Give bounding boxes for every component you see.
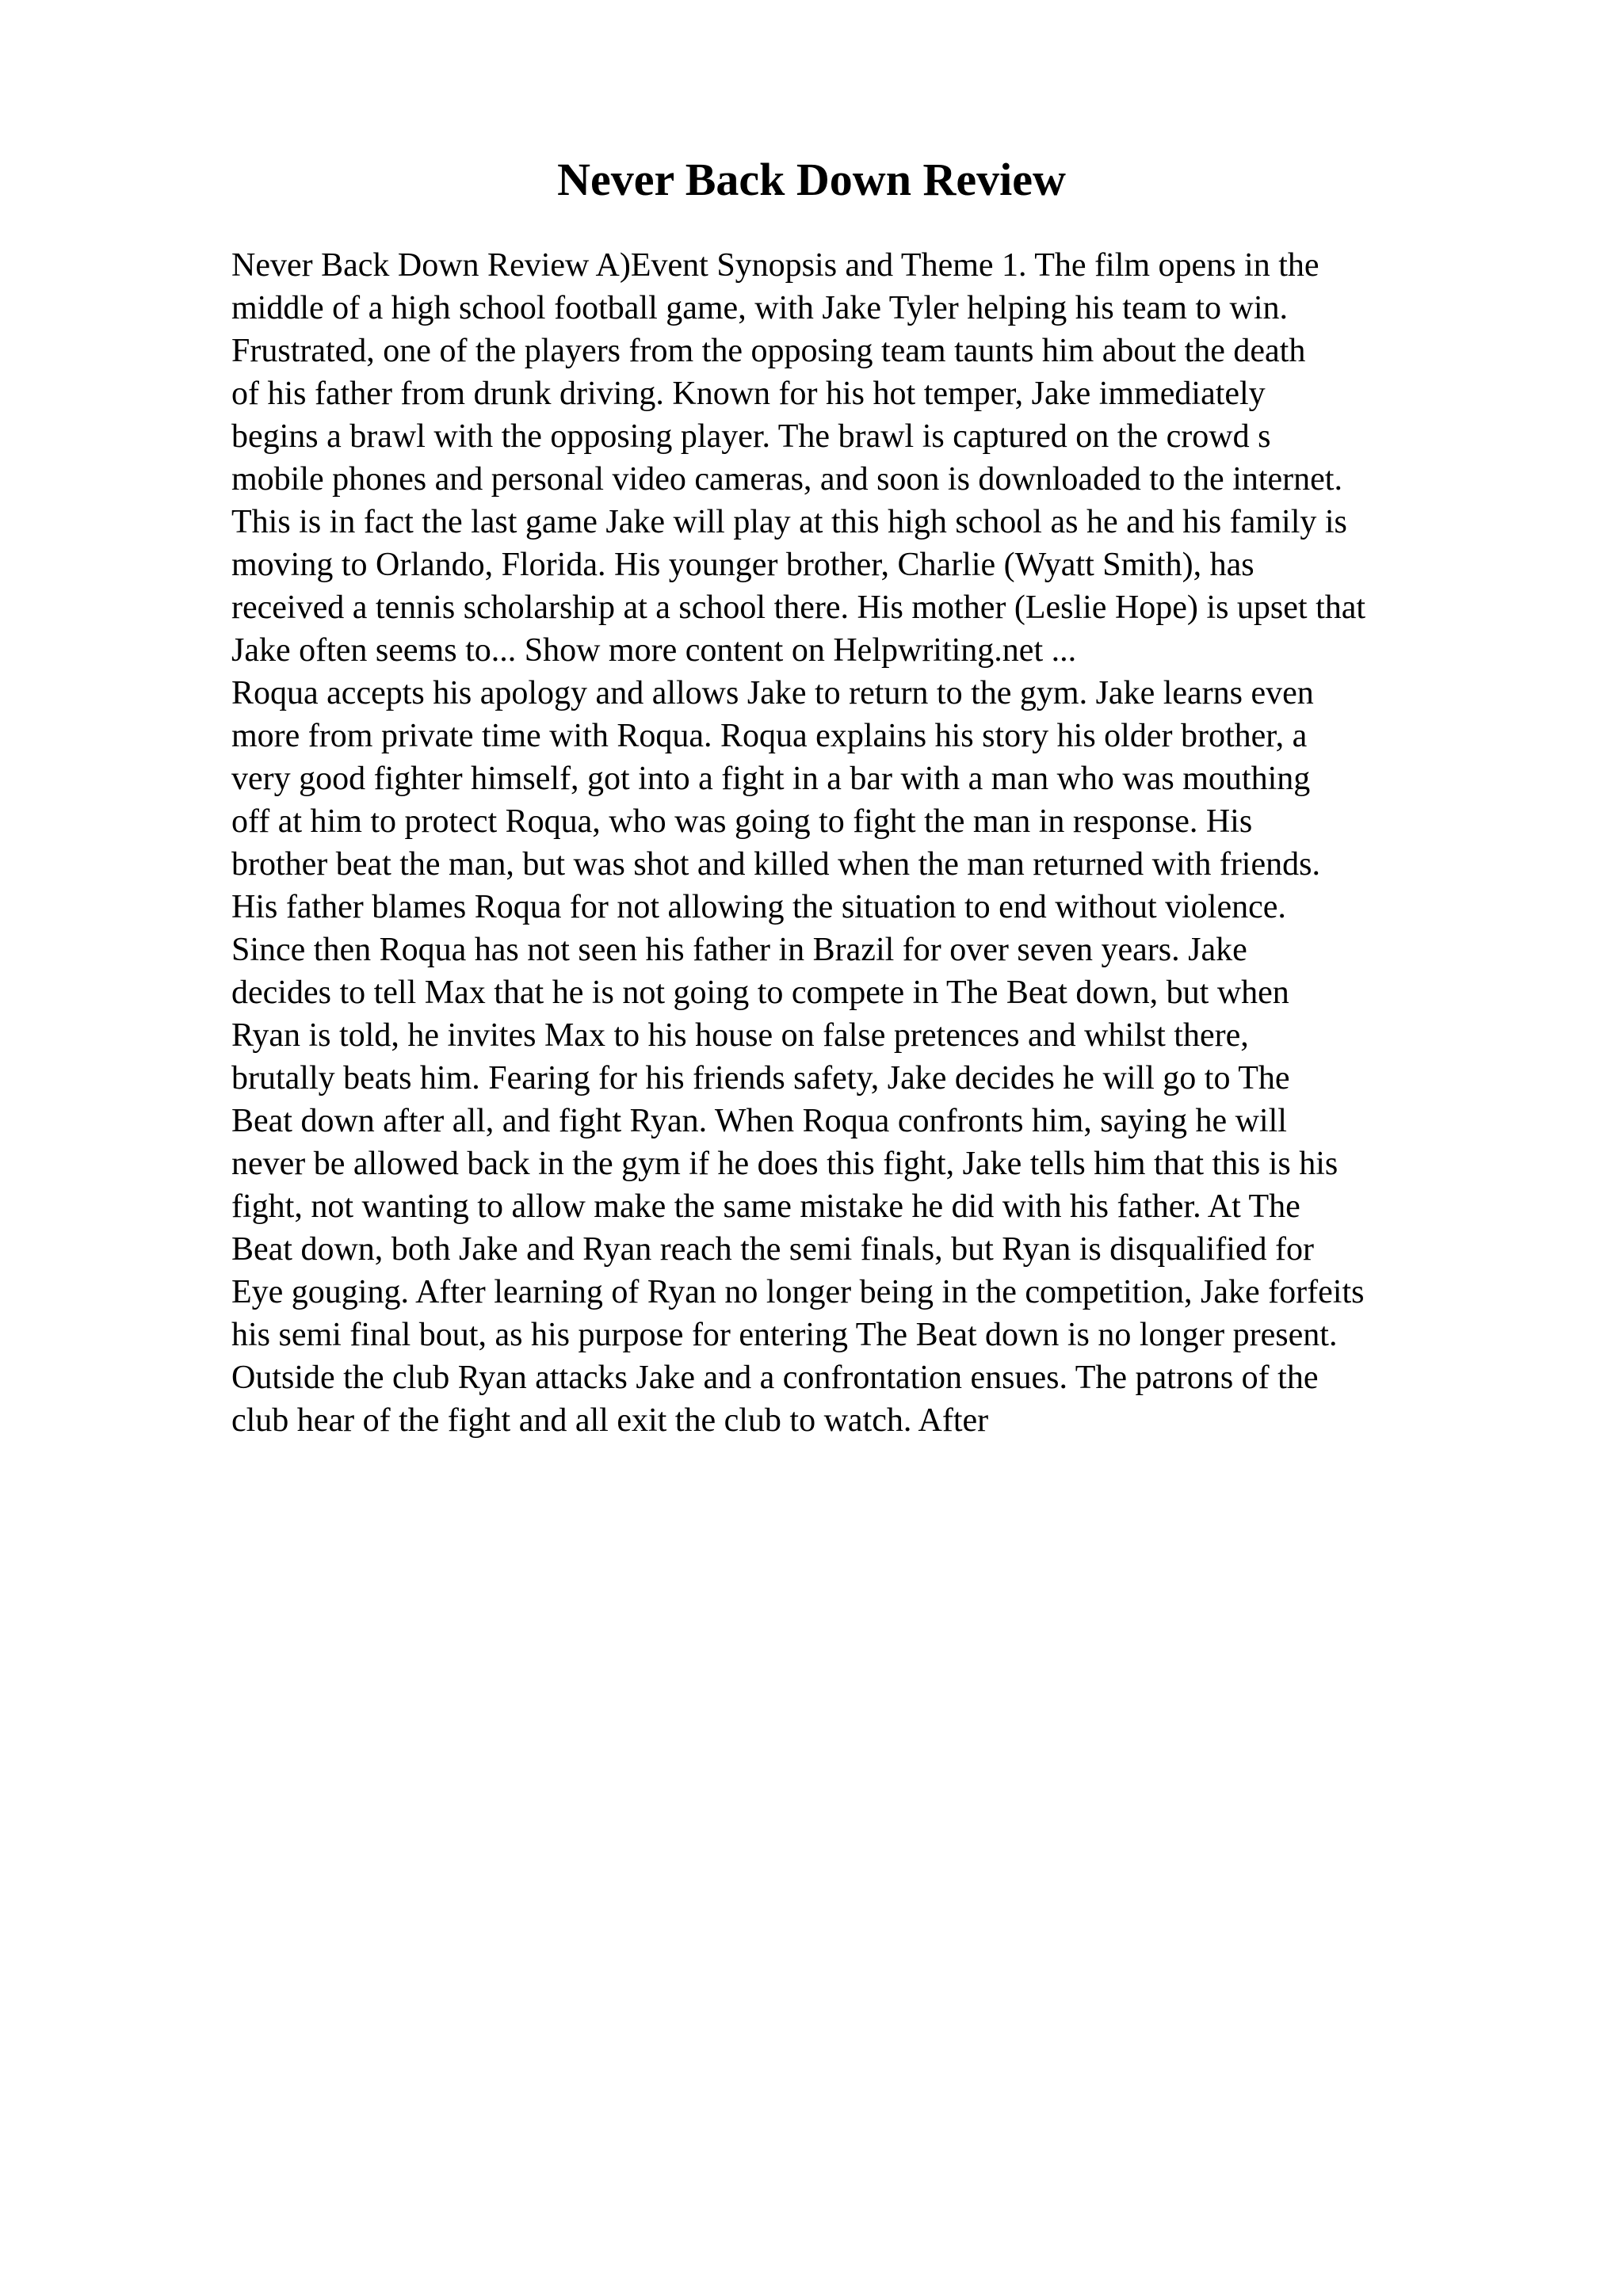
body-line: more from private time with Roqua. Roqua explains his story his older brother, a bbox=[231, 718, 1308, 754]
body-line: Since then Roqua has not seen his father in Brazil for over seven years. Jake bbox=[231, 932, 1247, 968]
body-line: brutally beats him. Fearing for his friends safety, Jake decides he will go to The bbox=[231, 1060, 1290, 1097]
body-line: Eye gouging. After learning of Ryan no longer being in the competition, Jake forfeits bbox=[231, 1274, 1365, 1310]
body-line: mobile phones and personal video cameras, and soon is downloaded to the internet. bbox=[231, 461, 1342, 498]
body-line: never be allowed back in the gym if he does this fight, Jake tells him that this is his bbox=[231, 1146, 1338, 1182]
body-line: Never Back Down Review A)Event Synopsis and Theme 1. The film opens in the bbox=[231, 247, 1319, 284]
document-title: Never Back Down Review bbox=[557, 154, 1066, 205]
body-line: This is in fact the last game Jake will play at this high school as he and his family is bbox=[231, 504, 1347, 540]
body-line: Beat down, both Jake and Ryan reach the semi finals, but Ryan is disqualified for bbox=[231, 1231, 1314, 1268]
body-line: of his father from drunk driving. Known for his hot temper, Jake immediately bbox=[231, 376, 1266, 412]
document-body bbox=[231, 244, 1499, 1442]
body-line: brother beat the man, but was shot and killed when the man returned with friends. bbox=[231, 846, 1320, 883]
body-line: his semi final bout, as his purpose for entering The Beat down is no longer present. bbox=[231, 1317, 1338, 1353]
body-line: Jake often seems to... Show more content on Helpwriting.net ... bbox=[231, 632, 1077, 669]
body-line: Roqua accepts his apology and allows Jake to return to the gym. Jake learns even bbox=[231, 675, 1314, 711]
body-line: His father blames Roqua for not allowing the situation to end without violence. bbox=[231, 889, 1286, 925]
body-line: received a tennis scholarship at a school there. His mother (Leslie Hope) is upset that bbox=[231, 589, 1366, 626]
body-line: Outside the club Ryan attacks Jake and a confrontation ensues. The patrons of the bbox=[231, 1360, 1319, 1396]
body-line: club hear of the fight and all exit the club to watch. After bbox=[231, 1402, 989, 1439]
body-line: off at him to protect Roqua, who was going to fight the man in response. His bbox=[231, 803, 1253, 840]
body-line: very good fighter himself, got into a fight in a bar with a man who was mouthing bbox=[231, 761, 1311, 797]
body-line: moving to Orlando, Florida. His younger brother, Charlie (Wyatt Smith), has bbox=[231, 547, 1254, 583]
body-line: Ryan is told, he invites Max to his house on false pretences and whilst there, bbox=[231, 1017, 1249, 1054]
body-line: Frustrated, one of the players from the opposing team taunts him about the death bbox=[231, 333, 1306, 369]
body-line: decides to tell Max that he is not going to compete in The Beat down, but when bbox=[231, 974, 1289, 1011]
body-line: fight, not wanting to allow make the same mistake he did with his father. At The bbox=[231, 1188, 1300, 1225]
body-line: Beat down after all, and fight Ryan. When Roqua confronts him, saying he will bbox=[231, 1103, 1287, 1139]
body-line: middle of a high school football game, with Jake Tyler helping his team to win. bbox=[231, 290, 1289, 326]
body-line: begins a brawl with the opposing player. The brawl is captured on the crowd s bbox=[231, 418, 1271, 455]
